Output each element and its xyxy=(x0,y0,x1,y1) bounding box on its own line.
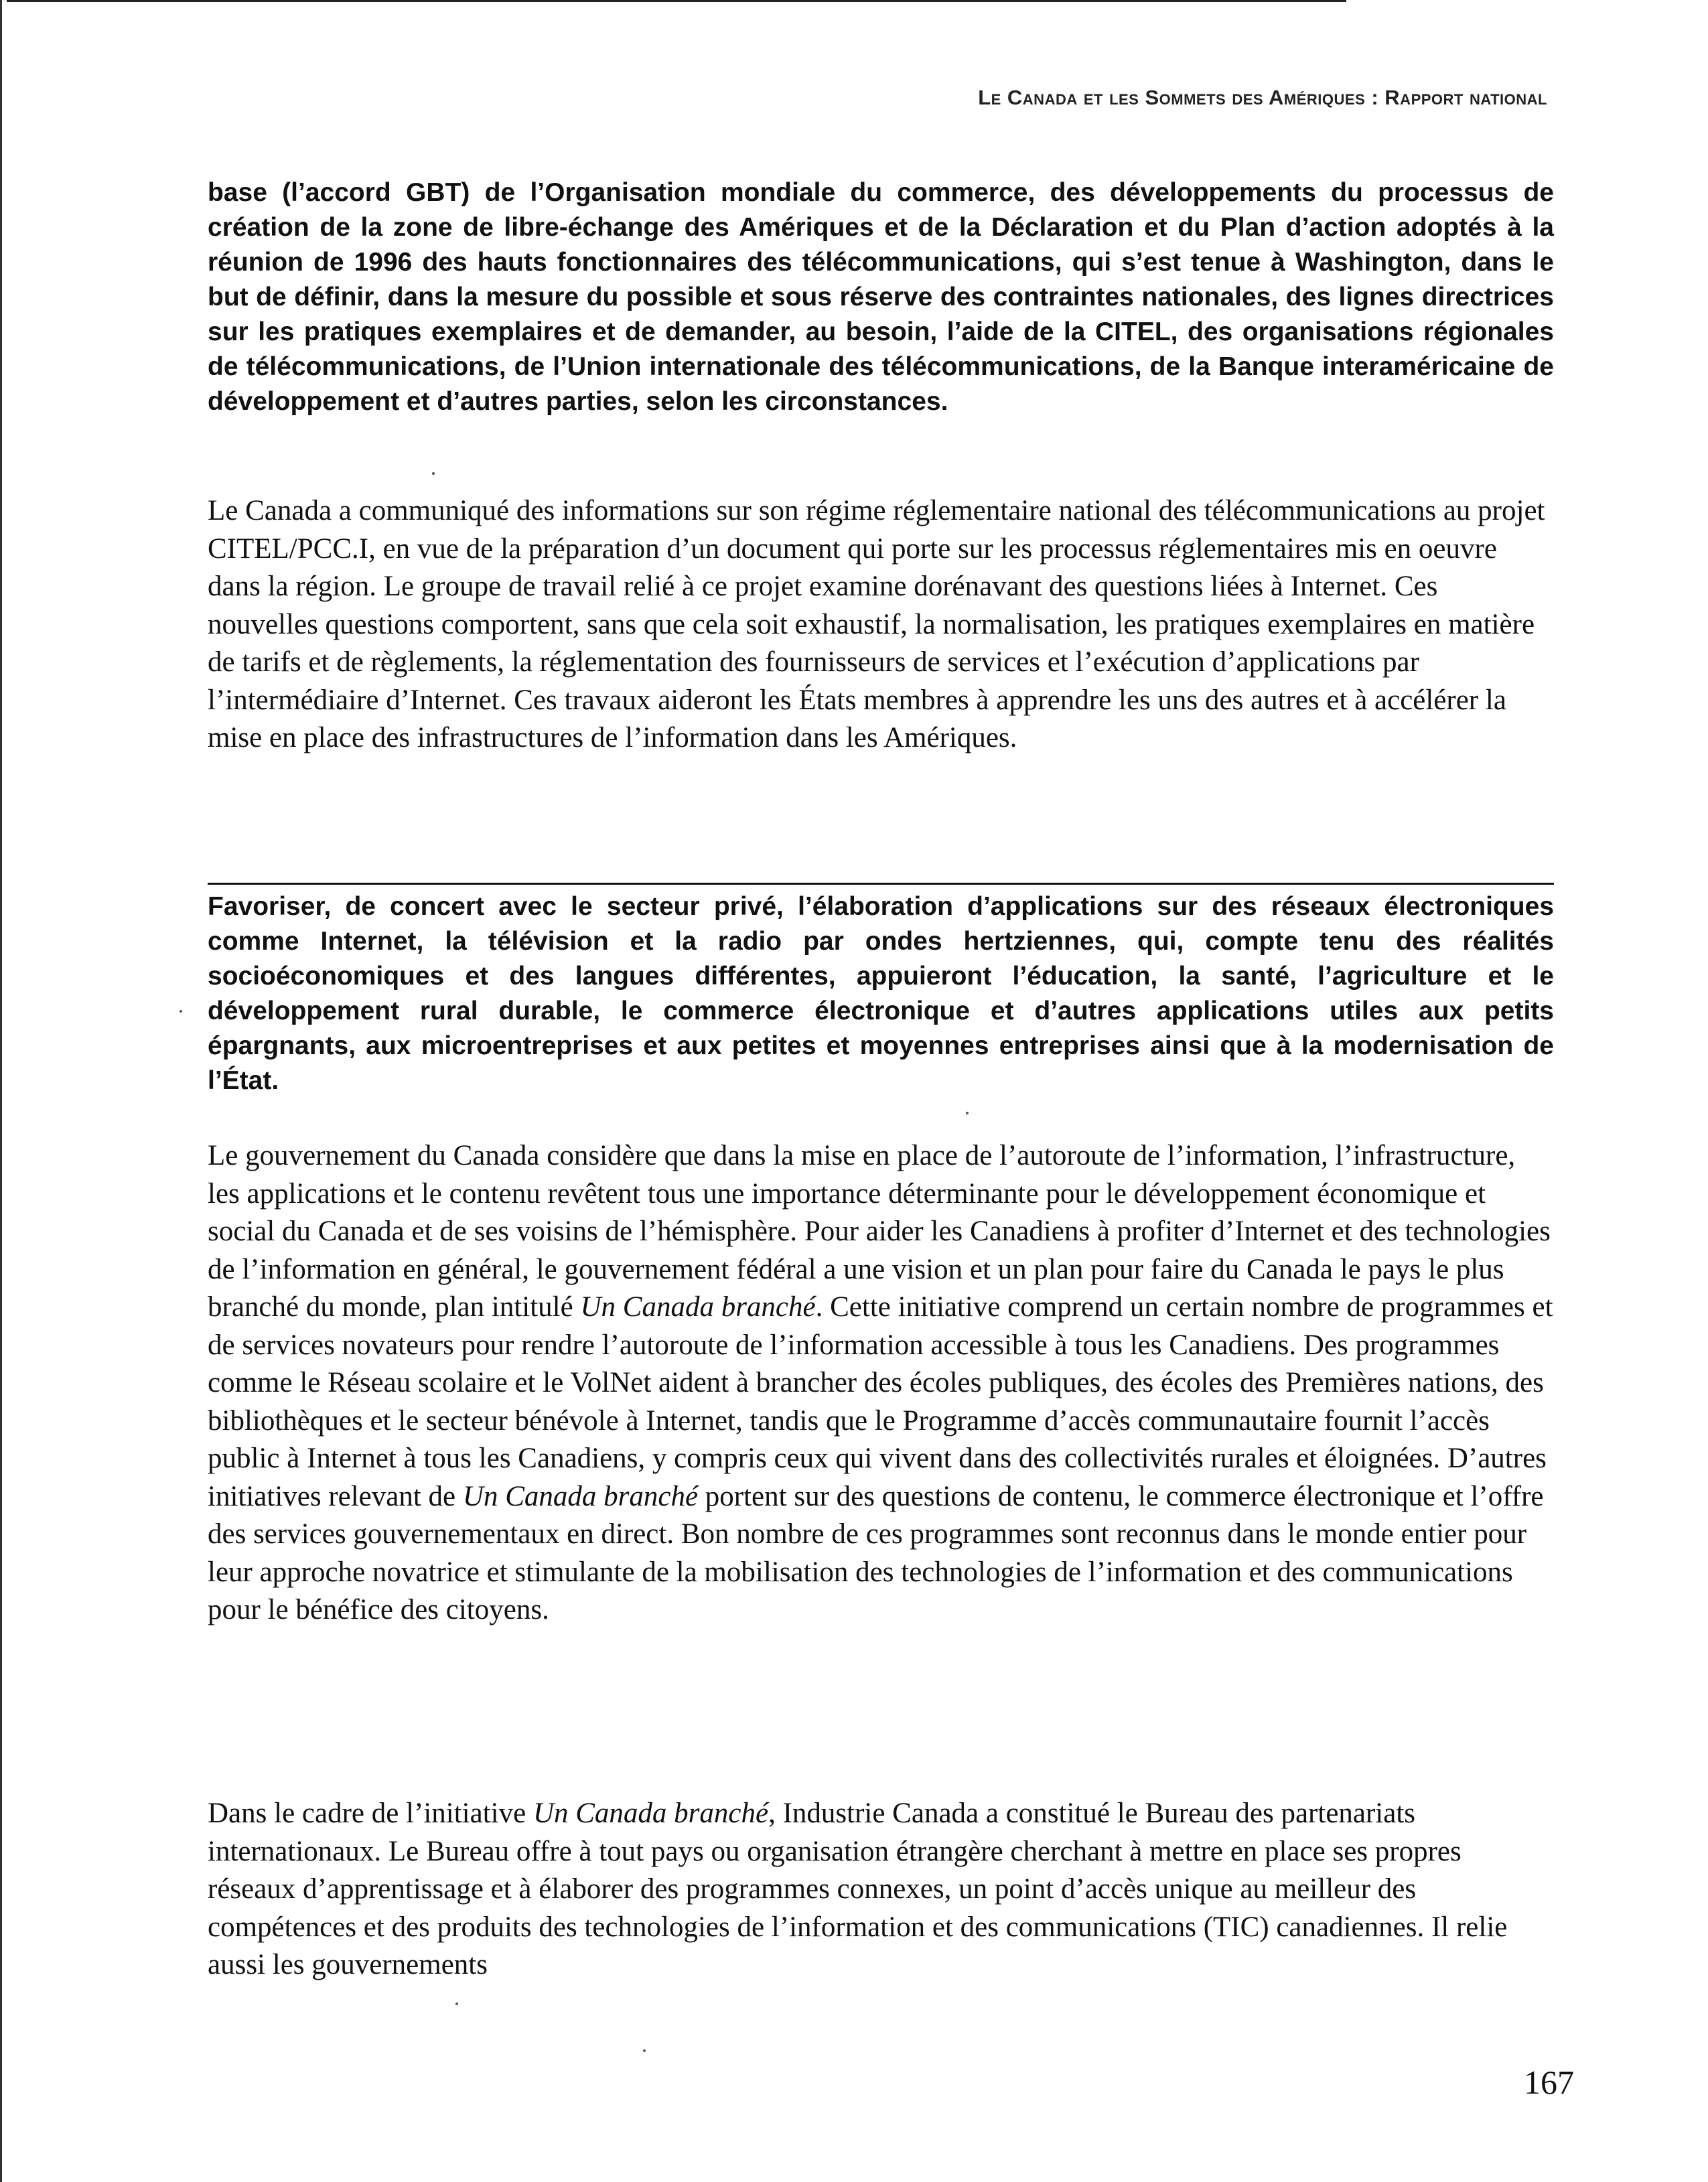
section-divider xyxy=(208,883,1554,885)
initiative-title-italic: Un Canada branché xyxy=(462,1480,699,1512)
connecting-canadians-paragraph xyxy=(208,1137,1554,1629)
citel-paragraph: Le Canada a communiqué des informations sur son régime réglementaire national des télécommunications au projet CITEL/PCC.I, en vue de la préparation d’un document qui porte sur les processus réglementaires mis en oeuvre dans la région. Le groupe de travail relié à ce projet examine dorénavant des questions liées à Internet. Ces nouvelles questions comportent, sans que cela soit exhaustif, la normalisation, les pratiques exemplaires en matière de tarifs et de règlements, la réglementation des fournisseurs de services et l’exécution d’applications par l’intermédiaire d’Internet. Ces travaux aideront les États membres à apprendre les uns des autres et à accélérer la mise en place des infrastructures de l’information dans les Amériques. xyxy=(208,495,1545,753)
mandate-bold-text: Favoriser, de concert avec le secteur privé, l’élaboration d’applications sur des réseaux électroniques comme Internet, la télévision et la radio par ondes hertziennes, qui, compte tenu des réalités socioéconomiques et des langues différentes, appuieront l’éducation, la santé, l’agriculture et le développement rural durable, le commerce électronique et d’autres applications utiles aux petits épargnants, aux microentreprises et aux petites et moyennes entreprises ainsi que à la modernisation de l’État. xyxy=(208,892,1554,1095)
initiative-title-italic: Un Canada branché xyxy=(580,1291,816,1323)
scan-speck xyxy=(643,2049,646,2052)
top-border-line xyxy=(7,0,1346,2)
page-number: 167 xyxy=(1524,2063,1574,2101)
running-header: Le Canada et les Sommets des Amériques : Rapport national xyxy=(978,86,1547,109)
paragraph-text: Le gouvernement du Canada considère que dans la mise en place de l’autoroute de l’information, l’infrastructure, les applications et le contenu revêtent tous une importance déterminante pour le développement économique et social du Canada et de ses voisins de l’hémisphère. Pour aider les Canadiens à profiter d’Internet et des technologies de l’information en général, le gouvernement fédéral a une vision et un plan pour faire du Canada le pays le plus branché du monde, plan intitulé xyxy=(208,1140,1551,1323)
initiative-title-italic: Un Canada branché xyxy=(532,1798,769,1829)
scan-speck xyxy=(966,1112,969,1114)
left-page-edge xyxy=(0,0,2,2182)
paragraph-text: . Cette initiative comprend un certain nombre de programmes et de services novateurs pour rendre l’autoroute de l’information accessible à tous les Canadiens. Des programmes comme le Réseau scolaire et le VolNet aident à brancher des écoles publiques, des écoles des Premières nations, des bibliothèques et le secteur bénévole à Internet, tandis que le Programme d’accès communautaire fournit l’accès public à Internet à tous les Canadiens, y compris ceux qui vivent dans des collectivités rurales et éloignées. D’autres initiatives relevant de xyxy=(208,1291,1553,1512)
scan-speck xyxy=(180,1010,182,1013)
bold-continuation-text: base (l’accord GBT) de l’Organisation mondiale du commerce, des développements du processus de création de la zone de libre-échange des Amériques et de la Déclaration et du Plan d’action adoptés à la réunion de 1996 des hauts fonctionnaires des télécommunications, qui s’est tenue à Washington, dans le but de définir, dans la mesure du possible et sous réserve des contraintes nationales, des lignes directrices sur les pratiques exemplaires et de demander, au besoin, l’aide de la CITEL, des organisations régionales de télécommunications, de l’Union internationale des télécommunications, de la Banque interaméricaine de développement et d’autres parties, selon les circonstances. xyxy=(208,178,1554,416)
scan-speck xyxy=(432,472,435,475)
paragraph-text: Dans le cadre de l’initiative xyxy=(208,1798,533,1829)
paragraph-text: , Industrie Canada a constitué le Bureau des partenariats internationaux. Le Bureau offre à tout pays ou organisation étrangère cherchant à mettre en place ses propres réseaux d’apprentissage et à élaborer des programmes connexes, un point d’accès unique au meilleur des compétences et des produits des technologies de l’information et des communications (TIC) canadiennes. Il relie aussi les gouvernements xyxy=(208,1798,1508,1980)
partnerships-paragraph xyxy=(208,1795,1554,1984)
scan-speck xyxy=(455,2003,458,2005)
paragraph-text: portent sur des questions de contenu, le commerce électronique et l’offre des services gouvernementaux en direct. Bon nombre de ces programmes sont reconnus dans le monde entier pour leur approche novatrice et stimulante de la mobilisation des technologies de l’information et des communications pour le bénéfice des citoyens. xyxy=(208,1480,1544,1625)
